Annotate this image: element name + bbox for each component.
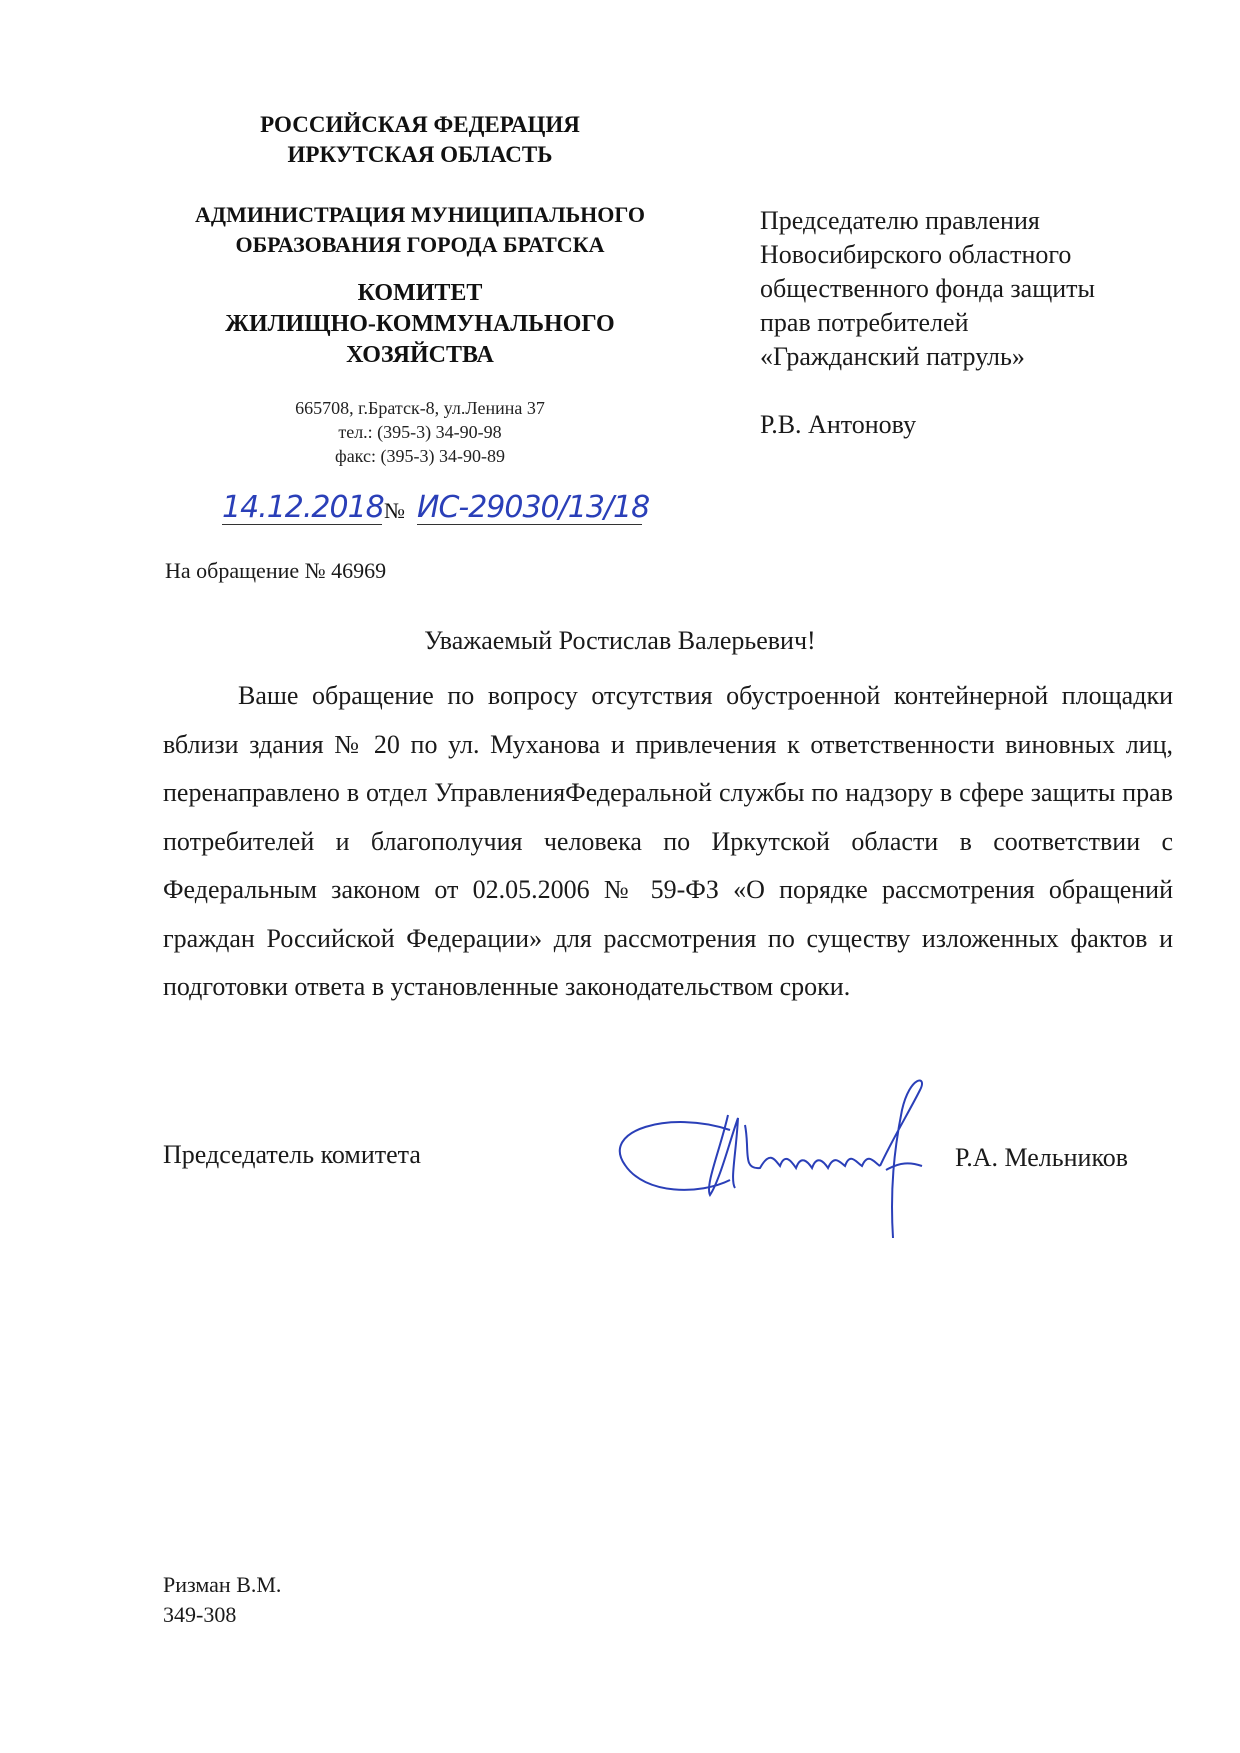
signer-name: Р.А. Мельников <box>955 1143 1129 1172</box>
letterhead-country <box>220 110 620 170</box>
letterhead-committee <box>180 278 660 371</box>
addressee-line: Председателю правления <box>760 206 1040 235</box>
committee-line-1: КОМИТЕТ <box>357 280 483 306</box>
number-sign: № <box>384 498 405 523</box>
date-underline <box>222 524 382 525</box>
executor-info <box>163 1570 281 1630</box>
letterhead-contacts <box>230 396 610 468</box>
addressee-line: общественного фонда защиты <box>760 274 1095 303</box>
postal-address: 665708, г.Братск-8, ул.Ленина 37 <box>295 398 545 418</box>
country-name: РОССИЙСКАЯ ФЕДЕРАЦИЯ <box>260 112 580 137</box>
addressee-line: «Гражданский патруль» <box>760 342 1025 371</box>
committee-line-2: ЖИЛИЩНО-КОММУНАЛЬНОГО <box>225 311 615 337</box>
registration-date: 14.12.2018 <box>222 490 384 525</box>
appeal-reference: На обращение № 46969 <box>165 558 387 583</box>
admin-line-1: АДМИНИСТРАЦИЯ МУНИЦИПАЛЬНОГО <box>195 202 645 227</box>
signer-title: Председатель комитета <box>163 1140 421 1169</box>
letterhead-administration <box>160 200 680 260</box>
addressee-name: Р.В. Антонову <box>760 410 917 439</box>
salutation: Уважаемый Ростислав Валерьевич! <box>424 626 816 655</box>
handwritten-signature <box>610 1070 990 1250</box>
region-name: ИРКУТСКАЯ ОБЛАСТЬ <box>287 142 553 167</box>
letter-body: Ваше обращение по вопросу отсутствия обустроенной контейнерной площадки вблизи здания № 20 по ул. Муханова и привлечения к ответственности виновных лиц, перенаправлено в отдел УправленияФедеральной службы по надзору в сфере защиты прав потребителей и благополучия человека по Иркутской области в соответствии с Федеральным законом от 02.05.2006 № 59-ФЗ «О порядке рассмотрения обращений граждан Российской Федерации» для рассмотрения по существу изложенных фактов и подготовки ответа в установленные законодательством сроки. <box>163 681 1173 1001</box>
executor-phone: 349-308 <box>163 1602 237 1627</box>
number-underline <box>417 524 642 525</box>
phone-number: тел.: (395-3) 34-90-98 <box>338 422 502 442</box>
admin-line-2: ОБРАЗОВАНИЯ ГОРОДА БРАТСКА <box>235 232 605 257</box>
executor-name: Ризман В.М. <box>163 1572 282 1597</box>
addressee-line: прав потребителей <box>760 308 969 337</box>
registration-number: ИС-29030/13/18 <box>417 490 650 525</box>
addressee-block <box>760 204 1180 374</box>
committee-line-3: ХОЗЯЙСТВА <box>346 342 494 368</box>
fax-number: факс: (395-3) 34-90-89 <box>335 446 505 466</box>
addressee-line: Новосибирского областного <box>760 240 1072 269</box>
